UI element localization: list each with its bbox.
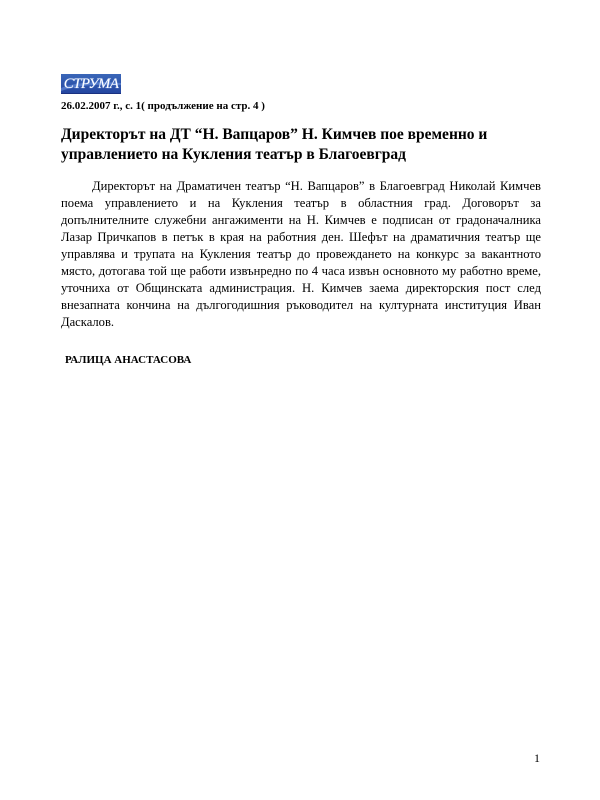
article-body: Директорът на Драматичен театър “Н. Вапцаров” в Благоевград Николай Кимчев поема управлението и на Кукления театър в областния град. Договорът за допълнителните служебни ангажименти на Н. Кимчев е подписан от градоначалника Лазар Причкапов в петък в края на работния ден. Шефът на драматичния театър ще управлява и трупата на Кукления театър до провеждането на конкурс за вакантното място, дотогава той ще работи извънредно по 4 часа извън основното му работно време, уточниха от Общинската администрация. Н. Кимчев заема директорския пост след внезапната кончина на дългогодишния ръководител на културната институция Иван Даскалов. bbox=[61, 179, 541, 329]
page-number: 1 bbox=[534, 751, 540, 765]
logo-text: СТРУМА bbox=[63, 76, 119, 92]
article-author: РАЛИЦА АНАСТАСОВА bbox=[65, 354, 192, 366]
newspaper-logo bbox=[61, 74, 121, 94]
article-headline: Директорът на ДТ “Н. Вапцаров” Н. Кимчев пое временно и управлението на Кукления театър в Благоевград bbox=[61, 126, 488, 163]
article-dateline: 26.02.2007 г., с. 1( продължение на стр. 4 ) bbox=[61, 100, 265, 112]
